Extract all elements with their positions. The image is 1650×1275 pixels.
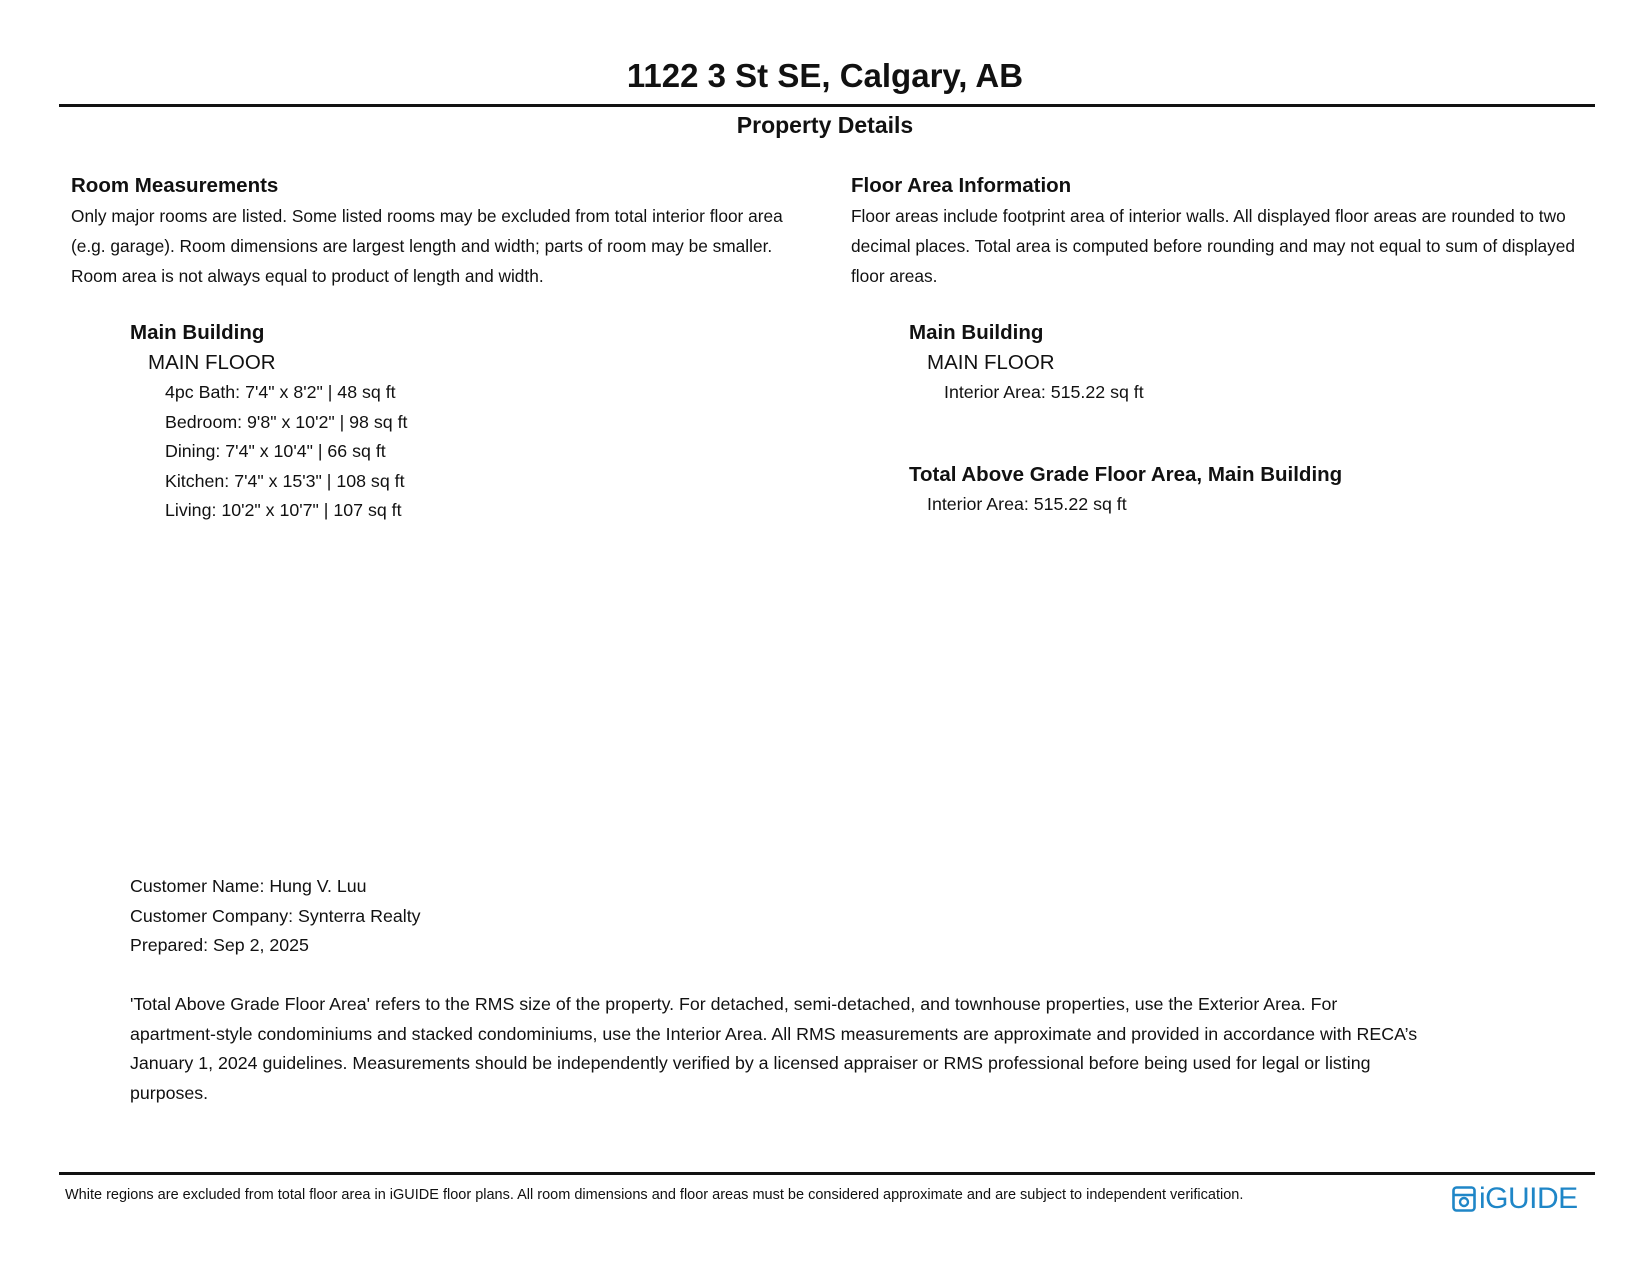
floor-name: MAIN FLOOR: [148, 351, 276, 374]
room-list: [130, 378, 730, 526]
room-measurements-heading: Room Measurements: [71, 174, 279, 197]
logo-text: iGUIDE: [1479, 1182, 1578, 1215]
customer-name: Customer Name: Hung V. Luu: [130, 876, 367, 896]
page-title: 1122 3 St SE, Calgary, AB: [626, 57, 1024, 94]
interior-area-value: Interior Area: 515.22 sq ft: [944, 382, 1144, 402]
floor-name: MAIN FLOOR: [927, 351, 1055, 374]
room-measurements-description: Only major rooms are listed. Some listed rooms may be excluded from total interior floor area (e.g. garage). Room dimensions are largest length and width; parts of room may be smaller. Room area is not always equal to product of length and width.: [71, 206, 783, 286]
building-heading: Main Building: [130, 321, 265, 344]
building-heading: Main Building: [909, 321, 1044, 344]
top-divider: [59, 104, 1595, 107]
list-item: 4pc Bath: 7'4" x 8'2" | 48 sq ft: [165, 382, 396, 402]
bottom-divider: [59, 1172, 1595, 1175]
total-area-block: [909, 460, 1609, 520]
iguide-camera-icon: [1452, 1186, 1476, 1212]
floor-area-section: [851, 171, 1611, 291]
total-area-heading: Total Above Grade Floor Area, Main Building: [909, 462, 1343, 486]
room-list-building: [130, 318, 730, 526]
list-item: Kitchen: 7'4" x 15'3" | 108 sq ft: [165, 470, 405, 491]
page-subtitle: Property Details: [736, 112, 914, 138]
customer-info: [130, 872, 1030, 961]
room-measurements-section: [71, 171, 821, 291]
customer-company: Customer Company: Synterra Realty: [130, 905, 421, 926]
prepared-date: Prepared: Sep 2, 2025: [130, 935, 309, 956]
list-item: Bedroom: 9'8" x 10'2" | 98 sq ft: [165, 411, 408, 432]
list-item: Living: 10'2" x 10'7" | 107 sq ft: [165, 500, 402, 521]
iguide-logo: [1452, 1182, 1578, 1216]
total-interior-area-value: Interior Area: 515.22 sq ft: [927, 493, 1127, 514]
footer-disclaimer: White regions are excluded from total floor area in iGUIDE floor plans. All room dimensions and floor areas must be considered approximate and are subject to independent verification.: [65, 1187, 1244, 1203]
rms-note: 'Total Above Grade Floor Area' refers to the RMS size of the property. For detached, semi-detached, and townhouse properties, use the Exterior Area. For apartment-style condominiums and stacked condominiums, use the Interior Area. All RMS measurements are approximate and provided in accordance with RECA’s January 1, 2024 guidelines. Measurements should be independently verified by a licensed appraiser or RMS professional before being used for legal or listing purposes.: [130, 994, 1418, 1103]
floor-area-heading: Floor Area Information: [851, 174, 1072, 197]
floor-area-building: [909, 318, 1609, 519]
list-item: Dining: 7'4" x 10'4" | 66 sq ft: [165, 441, 386, 462]
floor-area-description: Floor areas include footprint area of interior walls. All displayed floor areas are rounded to two decimal places. Total area is computed before rounding and may not equal to sum of displayed floor areas.: [851, 206, 1576, 286]
